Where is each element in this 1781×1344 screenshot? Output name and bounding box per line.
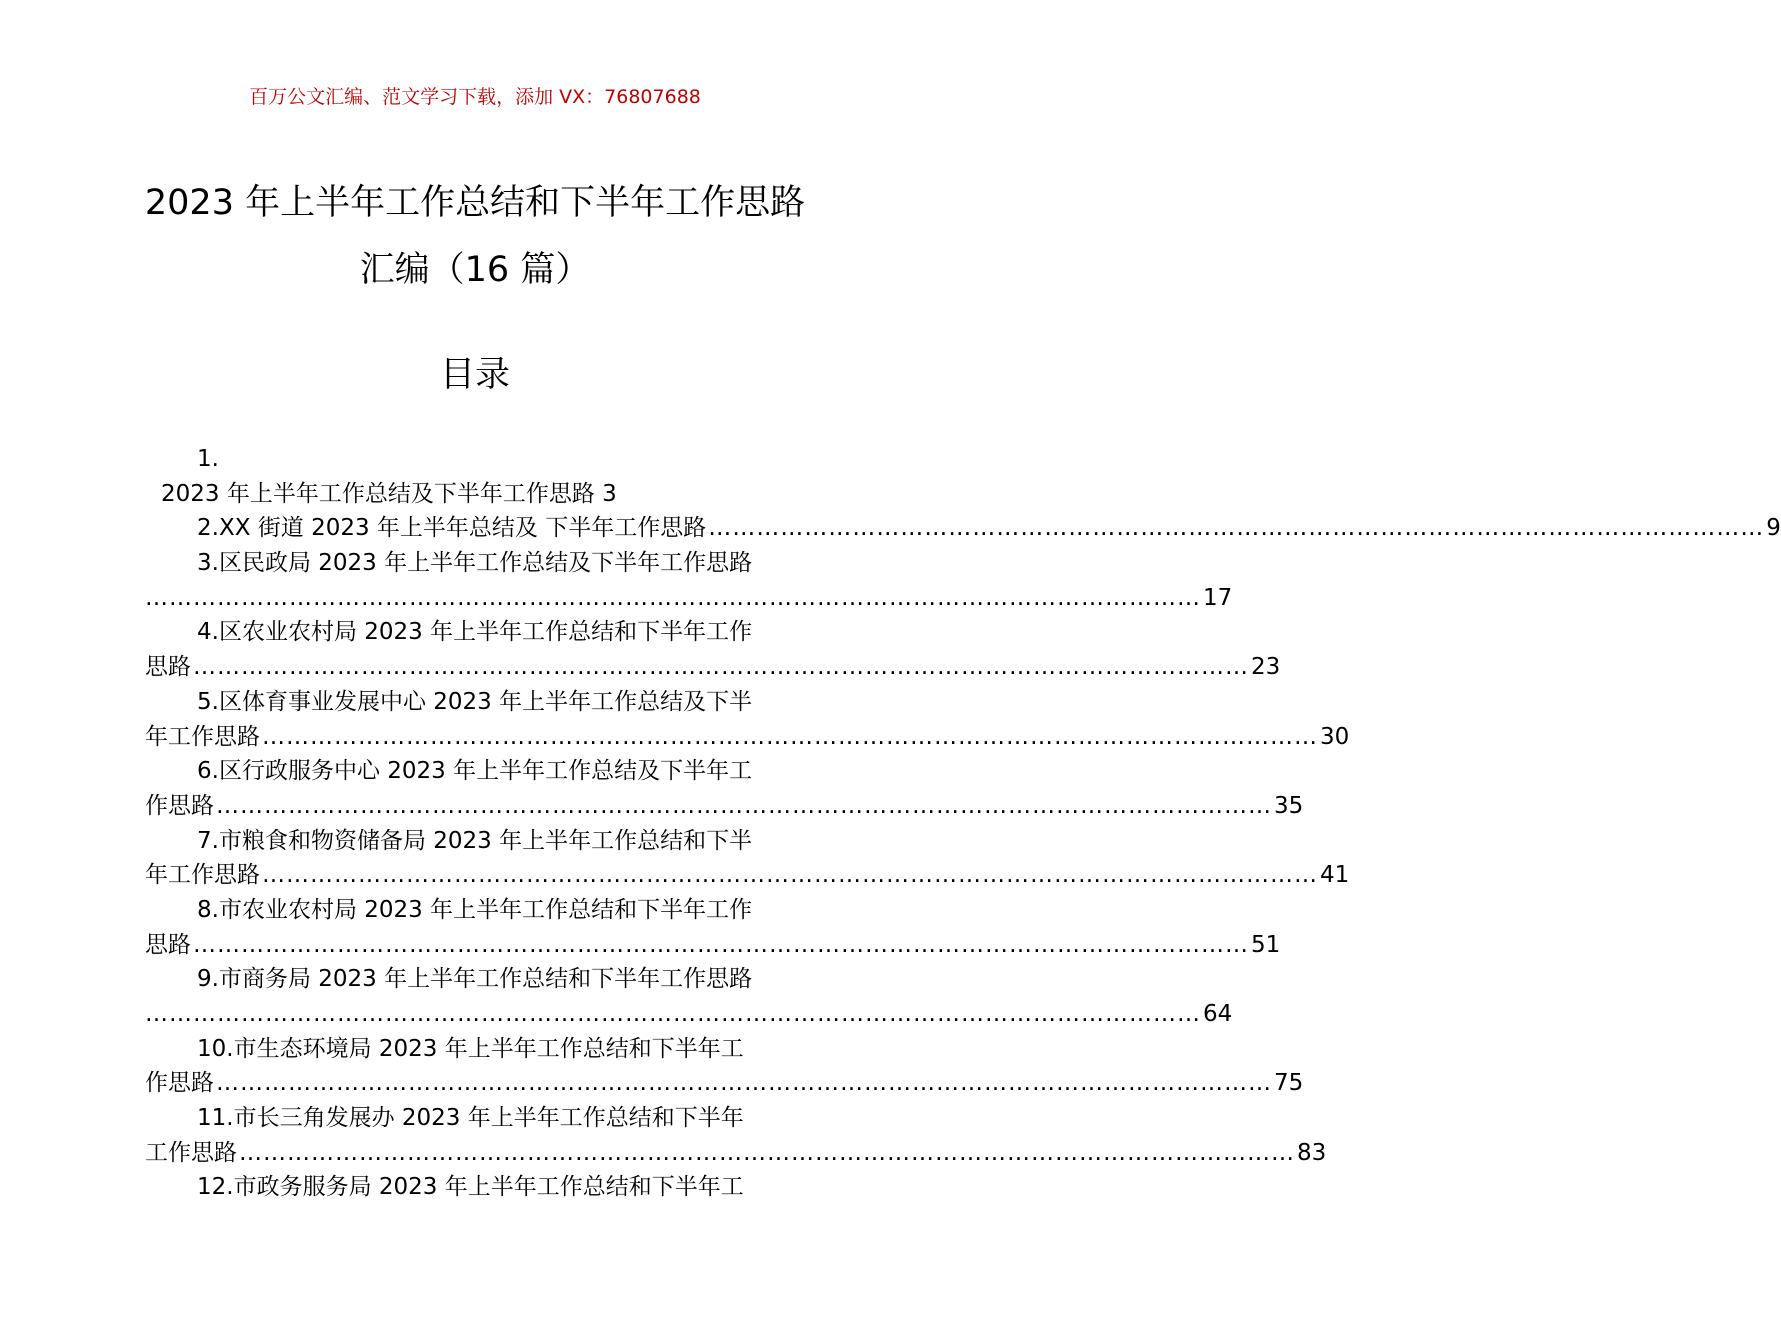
toc-entry-text: 4.区农业农村局 2023 年上半年工作总结和下半年工作 [197, 619, 753, 646]
toc-entry-2[interactable] [145, 511, 1781, 546]
toc-entry-3-continuation[interactable] [145, 581, 1233, 616]
toc-entry-1[interactable] [145, 477, 807, 512]
toc-entry-text: 7.市粮食和物资储备局 2023 年上半年工作总结和下半 [197, 827, 753, 854]
toc-entry-text: 2.XX 街道 2023 年上半年总结及 下半年工作思路 [197, 515, 707, 542]
toc-page-number: 41 [1320, 862, 1350, 889]
toc-leader-dots: …………………………………………………………………………………………………………………… [239, 1139, 1295, 1166]
toc-leader-dots: …………………………………………………………………………………………………………………… [193, 654, 1249, 681]
toc-entry-text: 5.区体育事业发展中心 2023 年上半年工作总结及下半 [197, 688, 753, 715]
toc-leader-dots: …………………………………………………………………………………………………………………… [262, 723, 1318, 750]
document-title-line-1: 2023 年上半年工作总结和下半年工作思路 [144, 183, 806, 223]
toc-entry-4[interactable] [145, 615, 807, 650]
toc-entry-5-continuation[interactable] [145, 720, 1350, 755]
toc-entry-text: 年工作思路 [145, 723, 260, 750]
toc-entry-8[interactable] [145, 893, 807, 928]
toc-entry-1-number[interactable] [145, 442, 807, 477]
toc-entry-7[interactable] [145, 824, 807, 859]
toc-entry-text: 6.区行政服务中心 2023 年上半年工作总结及下半年工 [197, 758, 753, 785]
toc-entry-10[interactable] [145, 1032, 807, 1067]
toc-entry-5[interactable] [145, 685, 807, 720]
toc-entry-4-continuation[interactable] [145, 650, 1281, 685]
toc-page-number: 35 [1274, 792, 1304, 819]
toc-entry-6-continuation[interactable] [145, 789, 1304, 824]
toc-entry-text: 思路 [145, 654, 191, 681]
toc-entry-11[interactable] [145, 1101, 807, 1136]
toc-leader-dots: …………………………………………………………………………………………………………………… [216, 792, 1272, 819]
toc-page-number: 30 [1320, 723, 1350, 750]
table-of-contents [145, 442, 1781, 1205]
toc-entry-text: 9.市商务局 2023 年上半年工作总结和下半年工作思路 [197, 966, 753, 993]
toc-entry-text: 10.市生态环境局 2023 年上半年工作总结和下半年工 [197, 1035, 744, 1062]
toc-leader-dots: …………………………………………………………………………………………………………………… [216, 1070, 1272, 1097]
toc-entry-text: 作思路 [145, 792, 214, 819]
toc-entry-text: 11.市长三角发展办 2023 年上半年工作总结和下半年 [197, 1105, 744, 1132]
toc-entry-12[interactable] [145, 1170, 807, 1205]
toc-heading: 目录 [439, 355, 510, 395]
toc-entry-3[interactable] [145, 546, 807, 581]
toc-entry-text: 思路 [145, 931, 191, 958]
toc-entry-6[interactable] [145, 754, 807, 789]
toc-page-number: 23 [1251, 654, 1281, 681]
toc-entry-text: 8.市农业农村局 2023 年上半年工作总结和下半年工作 [197, 896, 753, 923]
toc-page-number: 51 [1251, 931, 1281, 958]
toc-entry-text: 2023 年上半年工作总结及下半年工作思路 3 [161, 480, 617, 507]
toc-entry-9-continuation[interactable] [145, 997, 1233, 1032]
toc-entry-text: 工作思路 [145, 1139, 237, 1166]
toc-leader-dots: …………………………………………………………………………………………………………………… [193, 931, 1249, 958]
toc-leader-dots: …………………………………………………………………………………………………………………… [145, 584, 1201, 611]
toc-leader-dots: …………………………………………………………………………………………………………………… [262, 862, 1318, 889]
toc-page-number: 17 [1203, 584, 1233, 611]
header-note: 百万公文汇编、范文学习下载，添加 VX：76807688 [249, 86, 701, 108]
toc-entry-text: 作思路 [145, 1070, 214, 1097]
toc-entry-9[interactable] [145, 962, 807, 997]
toc-entry-8-continuation[interactable] [145, 928, 1281, 963]
toc-entry-text: 3.区民政局 2023 年上半年工作总结及下半年工作思路 [197, 550, 753, 577]
toc-entry-11-continuation[interactable] [145, 1136, 1327, 1171]
toc-entry-text: 12.市政务服务局 2023 年上半年工作总结和下半年工 [197, 1174, 744, 1201]
toc-page-number: 83 [1297, 1139, 1327, 1166]
document-title-line-2: 汇编（16 篇） [359, 250, 591, 290]
toc-page-number: 9 [1766, 515, 1781, 542]
toc-entry-text: 1. [197, 446, 219, 472]
toc-page-number: 64 [1203, 1001, 1233, 1027]
toc-entry-10-continuation[interactable] [145, 1066, 1304, 1101]
toc-leader-dots: …………………………………………………………………………………………………………………… [708, 515, 1765, 542]
toc-page-number: 75 [1274, 1070, 1304, 1097]
toc-leader-dots: …………………………………………………………………………………………………………………… [145, 1001, 1201, 1027]
toc-entry-text: 年工作思路 [145, 862, 260, 889]
toc-entry-7-continuation[interactable] [145, 858, 1350, 893]
